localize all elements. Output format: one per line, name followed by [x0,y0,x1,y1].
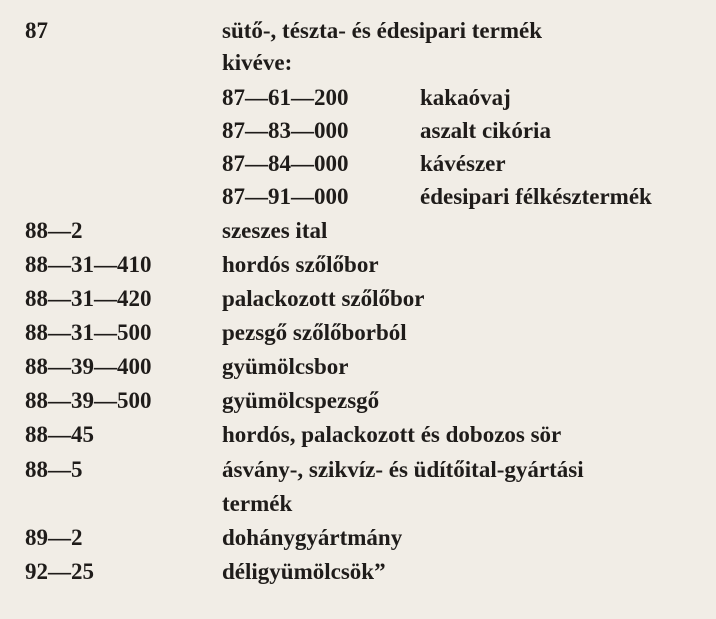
item-text: hordós, palackozott és dobozos sör [222,422,562,447]
item-text-continued: termék [222,491,293,516]
item-text: pezsgő szőlőborból [222,320,407,345]
item-text: gyümölcsbor [222,354,349,379]
item-code: 88—31—500 [25,320,152,345]
sub-item-text: kávészer [420,151,506,176]
exception-label: kivéve: [222,50,293,75]
sub-code: 87—61—200 [222,85,349,110]
sub-code: 87—84—000 [222,151,349,176]
item-code: 92—25 [25,559,94,584]
item-code: 88—39—400 [25,354,152,379]
sub-code: 87—91—000 [222,184,349,209]
item-text: dohánygyártmány [222,525,403,550]
item-code: 88—5 [25,457,83,482]
item-text: ásvány-, szikvíz- és üdítőital-gyártási [222,457,584,482]
item-code: 88—39—500 [25,388,152,413]
item-text: déligyümölcsök” [222,559,386,584]
sub-item-text: édesipari félkésztermék [420,184,652,209]
item-code: 88—31—410 [25,252,152,277]
sub-code: 87—83—000 [222,118,349,143]
item-text: palackozott szőlőbor [222,286,425,311]
sub-item-text: kakaóvaj [420,85,511,110]
item-text: hordós szőlőbor [222,252,379,277]
item-text: szeszes ital [222,218,328,243]
item-text: sütő-, tészta- és édesipari termék [222,18,542,43]
sub-item-text: aszalt cikória [420,118,551,143]
item-code: 88—31—420 [25,286,152,311]
code-87: 87 [25,18,48,43]
item-text: gyümölcspezsgő [222,388,380,413]
item-code: 88—2 [25,218,83,243]
item-code: 88—45 [25,422,94,447]
item-code: 89—2 [25,525,83,550]
